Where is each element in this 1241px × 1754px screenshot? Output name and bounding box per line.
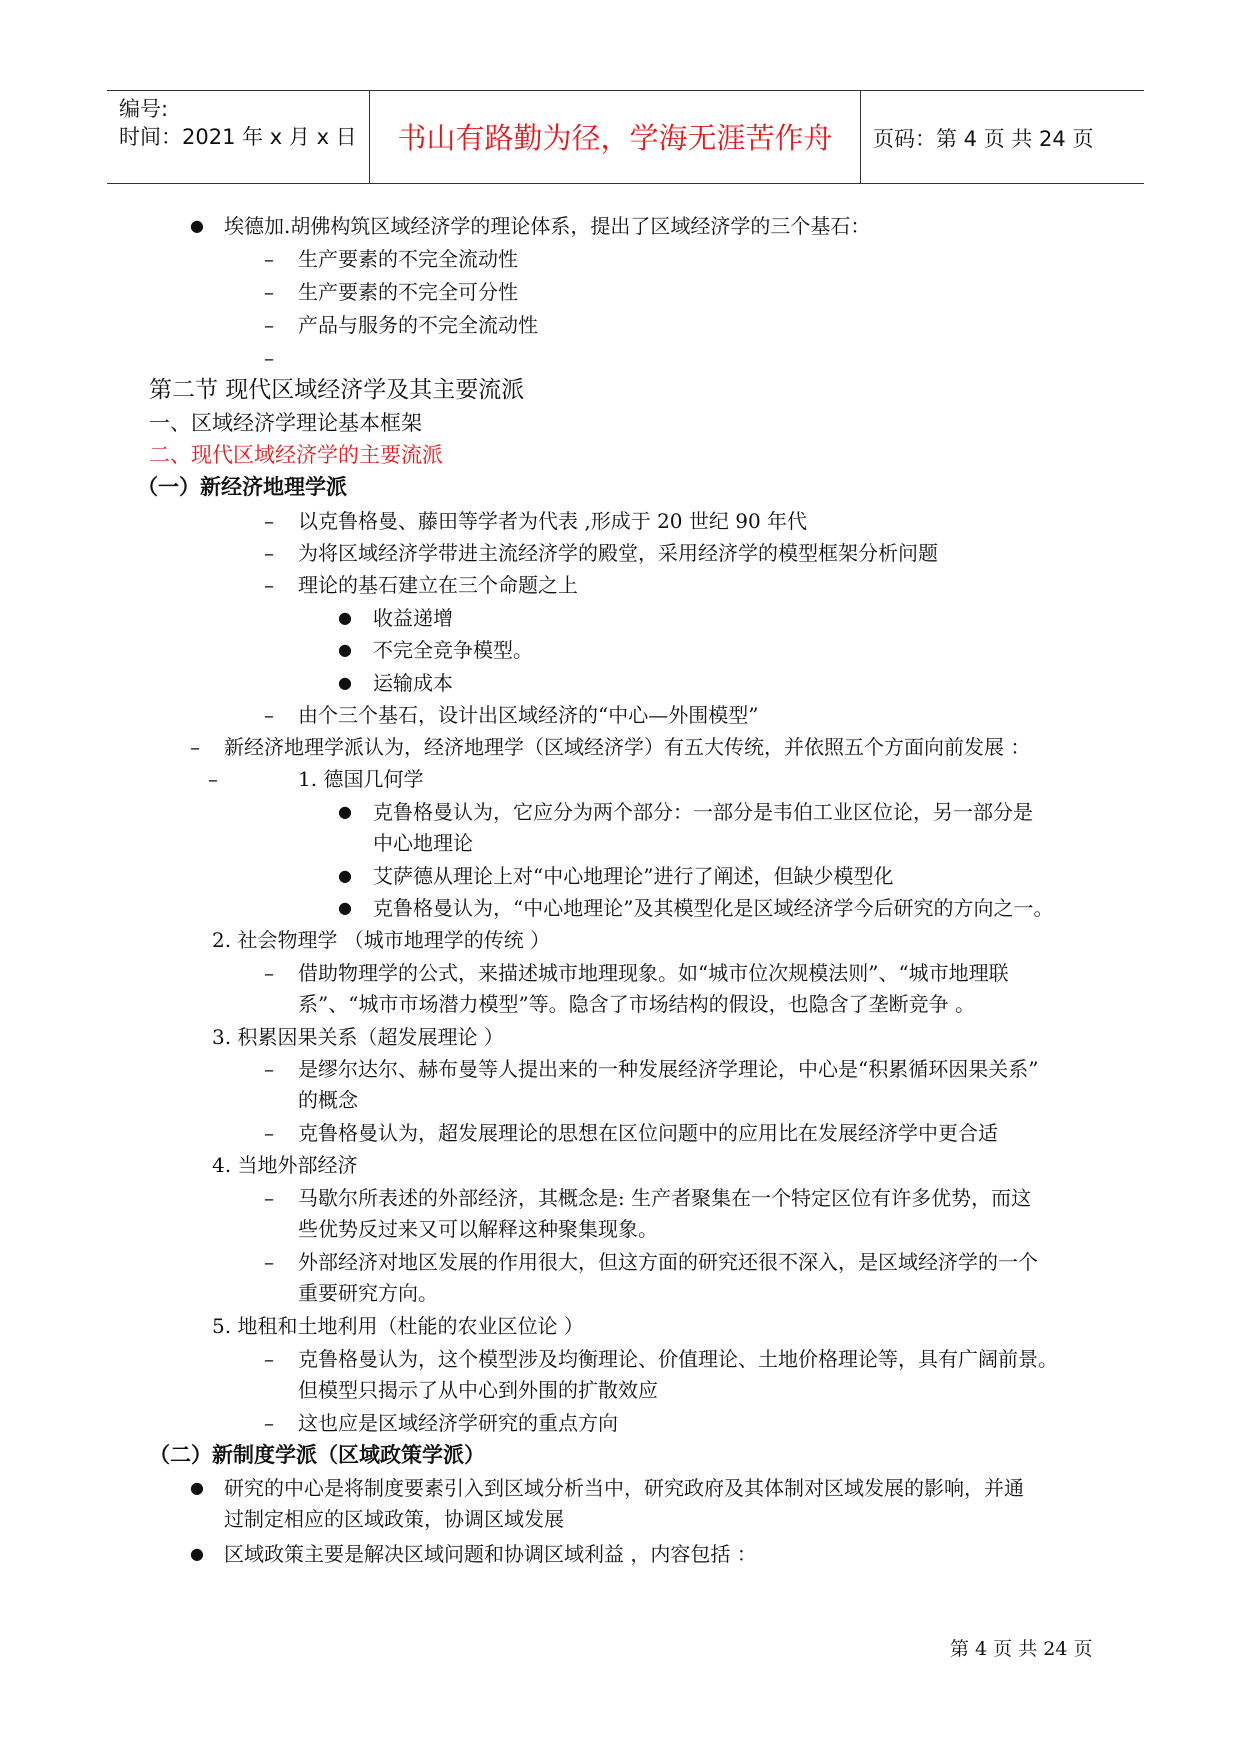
document-header [107, 90, 1144, 184]
bullet-icon: ● [338, 640, 352, 659]
header-meta-cell [107, 91, 370, 183]
numbered-heading: 5. 地租和土地利用（杜能的农业区位论 ） [212, 1314, 584, 1338]
dash-icon: – [264, 1057, 274, 1081]
numbered-heading: 3. 积累因果关系（超发展理论 ） [212, 1025, 504, 1049]
dash-icon: – [264, 573, 274, 597]
subsection-heading: 二、现代区域经济学的主要流派 [149, 443, 443, 467]
dash-icon: – [264, 703, 274, 727]
bullet-icon: ● [338, 866, 352, 885]
list-item: 产品与服务的不完全流动性 [298, 313, 538, 337]
list-item: 外部经济对地区发展的作用很大，但这方面的研究还很不深入，是区域经济学的一个 [298, 1250, 1038, 1274]
list-item: 艾萨德从理论上对“中心地理论”进行了阐述，但缺少模型化 [373, 864, 894, 888]
list-item: 埃德加.胡佛构筑区域经济学的理论体系，提出了区域经济学的三个基石： [224, 214, 871, 238]
dash-icon: – [264, 1121, 274, 1145]
list-item: 区域政策主要是解决区域问题和协调区域利益 ，内容包括 ： [224, 1542, 757, 1566]
page-footer: 第 4 页 共 24 页 [950, 1638, 1093, 1660]
list-item: 运输成本 [373, 671, 453, 695]
list-item: 克鲁格曼认为，这个模型涉及均衡理论、价值理论、土地价格理论等，具有广阔前景。 [298, 1347, 1058, 1371]
list-item-continuation: 些优势反过来又可以解释这种聚集现象。 [298, 1217, 658, 1241]
list-item-continuation: 系”、“城市市场潜力模型”等。隐含了市场结构的假设，也隐含了垄断竞争 。 [298, 992, 976, 1016]
subsection-heading: 一、区域经济学理论基本框架 [149, 411, 422, 435]
dash-icon: – [264, 1250, 274, 1274]
dash-icon: – [264, 961, 274, 985]
numbered-heading: 2. 社会物理学 （城市地理学的传统 ） [212, 928, 551, 952]
list-item: 克鲁格曼认为，“中心地理论”及其模型化是区域经济学今后研究的方向之一。 [373, 896, 1054, 920]
numbered-heading: 4. 当地外部经济 [212, 1153, 358, 1177]
list-item-continuation: 中心地理论 [373, 831, 473, 855]
dash-icon: – [190, 735, 200, 759]
time-label: 时间：2021 年 x 月 x 日 [119, 125, 357, 149]
section-title: 第二节 现代区域经济学及其主要流派 [149, 377, 525, 403]
dash-icon: – [264, 1186, 274, 1210]
list-item: 借助物理学的公式，来描述城市地理现象。如“城市位次规模法则”、“城市地理联 [298, 961, 1009, 985]
serial-number-label: 编号: [119, 97, 169, 121]
bullet-icon: ● [338, 673, 352, 692]
list-item-continuation: 重要研究方向。 [298, 1281, 438, 1305]
list-item-continuation: 过制定相应的区域政策，协调区域发展 [224, 1507, 564, 1531]
bullet-icon: ● [338, 802, 352, 821]
dash-icon: – [264, 1347, 274, 1371]
list-item: 这也应是区域经济学研究的重点方向 [298, 1411, 618, 1435]
header-motto-cell [370, 91, 861, 183]
page-code: 页码：第 4 页 共 24 页 [873, 127, 1094, 151]
subsection-heading: （一）新经济地理学派 [137, 475, 347, 499]
bullet-icon: ● [338, 608, 352, 627]
bullet-icon: ● [190, 1478, 204, 1497]
dash-icon: – [264, 541, 274, 565]
list-item: 生产要素的不完全流动性 [298, 247, 518, 271]
dash-icon: – [208, 767, 218, 791]
dash-icon: – [264, 509, 274, 533]
bullet-icon: ● [190, 216, 204, 235]
subsection-heading: （二）新制度学派（区域政策学派） [149, 1443, 485, 1467]
dash-icon: – [264, 247, 274, 271]
list-item-continuation: 的概念 [298, 1088, 358, 1112]
list-item: 研究的中心是将制度要素引入到区域分析当中，研究政府及其体制对区域发展的影响，并通 [224, 1476, 1024, 1500]
list-item: 克鲁格曼认为，它应分为两个部分：一部分是韦伯工业区位论，另一部分是 [373, 800, 1033, 824]
list-item: 不完全竞争模型。 [373, 638, 533, 662]
list-item: 马歇尔所表述的外部经济，其概念是: 生产者聚集在一个特定区位有许多优势，而这 [298, 1186, 1032, 1210]
list-item: 以克鲁格曼、藤田等学者为代表 ,形成于 20 世纪 90 年代 [298, 509, 808, 533]
motto-text: 书山有路勤为径，学海无涯苦作舟 [397, 121, 833, 155]
dash-icon: – [264, 346, 274, 370]
list-item: 新经济地理学派认为，经济地理学（区域经济学）有五大传统，并依照五个方面向前发展 ： [224, 735, 1031, 759]
list-item: 克鲁格曼认为，超发展理论的思想在区位问题中的应用比在发展经济学中更合适 [298, 1121, 998, 1145]
dash-icon: – [264, 313, 274, 337]
header-page-cell [861, 91, 1144, 183]
list-item: 是缪尔达尔、赫布曼等人提出来的一种发展经济学理论，中心是“积累循环因果关系” [298, 1057, 1039, 1081]
bullet-icon: ● [338, 898, 352, 917]
list-item: 为将区域经济学带进主流经济学的殿堂，采用经济学的模型框架分析问题 [298, 541, 938, 565]
numbered-heading: 1. 德国几何学 [298, 767, 424, 791]
list-item: 由个三个基石，设计出区域经济的“中心—外围模型” [298, 703, 759, 727]
list-item: 理论的基石建立在三个命题之上 [298, 573, 578, 597]
dash-icon: – [264, 1411, 274, 1435]
list-item: 收益递增 [373, 606, 453, 630]
dash-icon: – [264, 280, 274, 304]
list-item-continuation: 但模型只揭示了从中心到外围的扩散效应 [298, 1378, 658, 1402]
bullet-icon: ● [190, 1544, 204, 1563]
list-item: 生产要素的不完全可分性 [298, 280, 518, 304]
